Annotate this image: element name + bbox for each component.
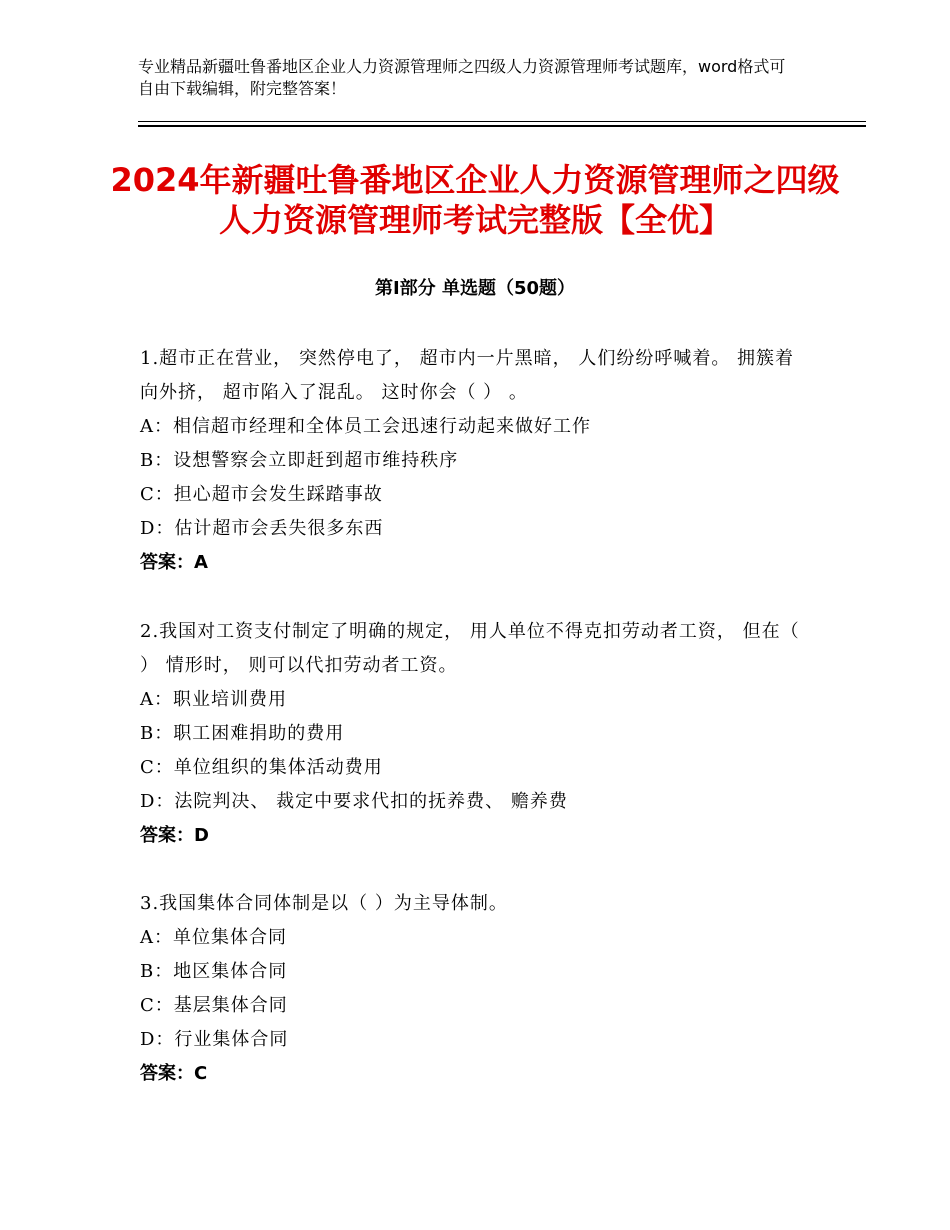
header-note: 专业精品新疆吐鲁番地区企业人力资源管理师之四级人力资源管理师考试题库，word格式可自由下载编辑，附完整答案！	[138, 57, 786, 98]
option-d: D：行业集体合同	[140, 1029, 289, 1050]
option-a: A：相信超市经理和全体员工会迅速行动起来做好工作	[140, 416, 591, 437]
option-d: D：估计超市会丢失很多东西	[140, 518, 384, 539]
option-b: B：职工困难捐助的费用	[140, 723, 345, 744]
option-a: A：职业培训费用	[140, 689, 287, 710]
section-title: 第Ⅰ部分 单选题（50题）	[374, 278, 575, 299]
question-stem: 1.超市正在营业， 突然停电了， 超市内一片黑暗， 人们纷纷呼喊着。 拥簇着向外挤， 超市陷入了混乱。 这时你会（ ） 。	[140, 348, 795, 403]
header-divider-thin	[138, 121, 866, 122]
option-b: B：设想警察会立即赶到超市维持秩序	[140, 450, 459, 471]
option-c: C：基层集体合同	[140, 995, 288, 1016]
option-c: C：单位组织的集体活动费用	[140, 757, 383, 778]
option-b: B：地区集体合同	[140, 961, 288, 982]
question-2	[140, 615, 800, 853]
question-stem: 3.我国集体合同体制是以（ ）为主导体制。	[140, 893, 508, 914]
question-stem: 2.我国对工资支付制定了明确的规定， 用人单位不得克扣劳动者工资， 但在（ ） 情形时， 则可以代扣劳动者工资。	[140, 621, 800, 676]
answer: 答案：D	[140, 825, 209, 846]
answer: 答案：C	[140, 1063, 208, 1084]
question-3	[140, 887, 800, 1091]
answer: 答案：A	[140, 552, 208, 573]
header-divider-thick	[138, 125, 866, 127]
option-c: C：担心超市会发生踩踏事故	[140, 484, 383, 505]
document-title: 2024年新疆吐鲁番地区企业人力资源管理师之四级人力资源管理师考试完整版【全优】	[110, 161, 840, 239]
option-d: D：法院判决、 裁定中要求代扣的抚养费、 赡养费	[140, 791, 568, 812]
question-1	[140, 342, 800, 580]
option-a: A：单位集体合同	[140, 927, 287, 948]
